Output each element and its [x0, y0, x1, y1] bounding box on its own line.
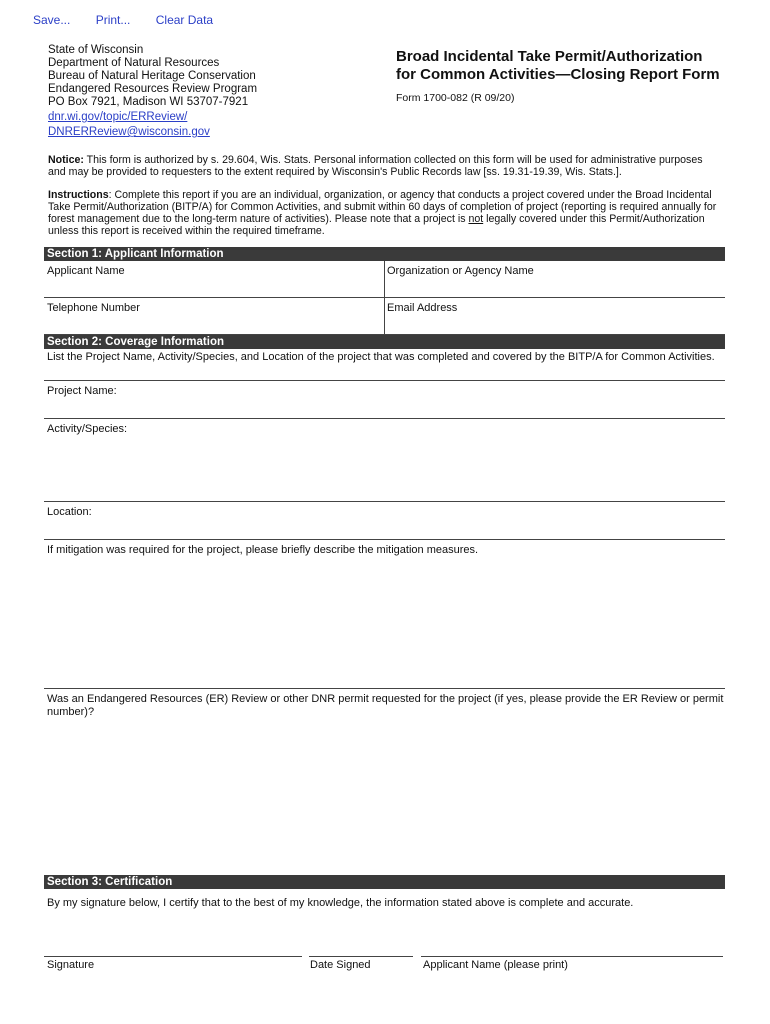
notice-label: Notice:: [48, 154, 84, 166]
applicant-print-line[interactable]: [421, 956, 723, 957]
signature-label: Signature: [47, 959, 95, 971]
notice-paragraph: [48, 154, 720, 178]
applicant-print-label: Applicant Name (please print): [423, 959, 568, 971]
section-2-header: Section 2: Coverage Information: [44, 335, 725, 349]
instructions-not: not: [468, 213, 484, 225]
mitigation-field[interactable]: [44, 540, 725, 689]
agency-line: PO Box 7921, Madison WI 53707-7921: [48, 96, 249, 108]
er-review-field[interactable]: [44, 689, 725, 875]
notice-text: This form is authorized by s. 29.604, Wis. Stats. Personal information collected on this form will be used for administrative purposes and may be provided to requesters to the extent required by Wisconsin's Public Records law [ss. 19.31-19.39, Wis. Stats.].: [48, 154, 703, 178]
agency-line: Endangered Resources Review Program: [48, 83, 258, 95]
activity-species-label: Activity/Species:: [47, 423, 128, 435]
certification-statement: By my signature below, I certify that to the best of my knowledge, the information stated above is complete and accurate.: [47, 897, 634, 909]
form-title-line2: for Common Activities—Closing Report Form: [396, 66, 720, 83]
mitigation-label: If mitigation was required for the project, please briefly describe the mitigation measures.: [47, 544, 479, 556]
agency-address: [48, 44, 257, 139]
applicant-name-label: Applicant Name: [47, 265, 125, 277]
date-signed-label: Date Signed: [310, 959, 371, 971]
instructions-paragraph: [48, 189, 720, 237]
email-link[interactable]: DNRERReview@wisconsin.gov: [48, 126, 210, 138]
organization-label: Organization or Agency Name: [387, 265, 534, 277]
project-name-label: Project Name:: [47, 385, 117, 397]
applicant-name-field[interactable]: [44, 261, 384, 298]
location-field[interactable]: [44, 502, 725, 540]
section-3-header: Section 3: Certification: [44, 875, 725, 889]
date-signed-line[interactable]: [309, 956, 413, 957]
field-divider: [384, 261, 385, 335]
form-title-block: [396, 48, 720, 104]
website-link[interactable]: dnr.wi.gov/topic/ERReview/: [48, 111, 188, 123]
clear-data-button[interactable]: Clear Data: [155, 13, 214, 27]
form-title: Broad Incidental Take Permit/Authorization: [396, 48, 703, 65]
instructions-label: Instructions: [48, 189, 109, 201]
signature-line[interactable]: [44, 956, 302, 957]
print-button[interactable]: Print...: [95, 13, 131, 27]
agency-line: Department of Natural Resources: [48, 57, 220, 69]
location-label: Location:: [47, 506, 92, 518]
toolbar: [33, 13, 235, 27]
telephone-field[interactable]: [44, 298, 384, 335]
email-label: Email Address: [387, 302, 458, 314]
email-field[interactable]: [384, 298, 725, 335]
agency-line: State of Wisconsin: [48, 44, 144, 56]
save-button[interactable]: Save...: [33, 13, 71, 27]
er-review-label: Was an Endangered Resources (ER) Review or other DNR permit requested for the project (if yes, please provide the ER Review or permit number)?: [47, 693, 724, 718]
activity-species-field[interactable]: [44, 419, 725, 502]
instructions-text-end: legally covered under this Permit/Authorization unless this report is received within the required timeframe.: [48, 213, 705, 237]
agency-line: Bureau of Natural Heritage Conservation: [48, 70, 256, 82]
telephone-label: Telephone Number: [47, 302, 140, 314]
section-1-header: Section 1: Applicant Information: [44, 247, 725, 261]
instructions-text: : Complete this report if you are an individual, organization, or agency that conducts a project covered under the Broad Incidental Take Permit/Authorization (BITP/A) for Common Activities, and submit within 60 days of completion of project (reporting is required annually for forest management due to the long-term nature of activities). Please note that a project is: [48, 189, 717, 225]
organization-field[interactable]: [384, 261, 725, 298]
form-number: Form 1700-082 (R 09/20): [396, 92, 515, 104]
coverage-intro: List the Project Name, Activity/Species, and Location of the project that was completed and covered by the BITP/A for Common Activities.: [44, 348, 725, 381]
project-name-field[interactable]: [44, 381, 725, 419]
